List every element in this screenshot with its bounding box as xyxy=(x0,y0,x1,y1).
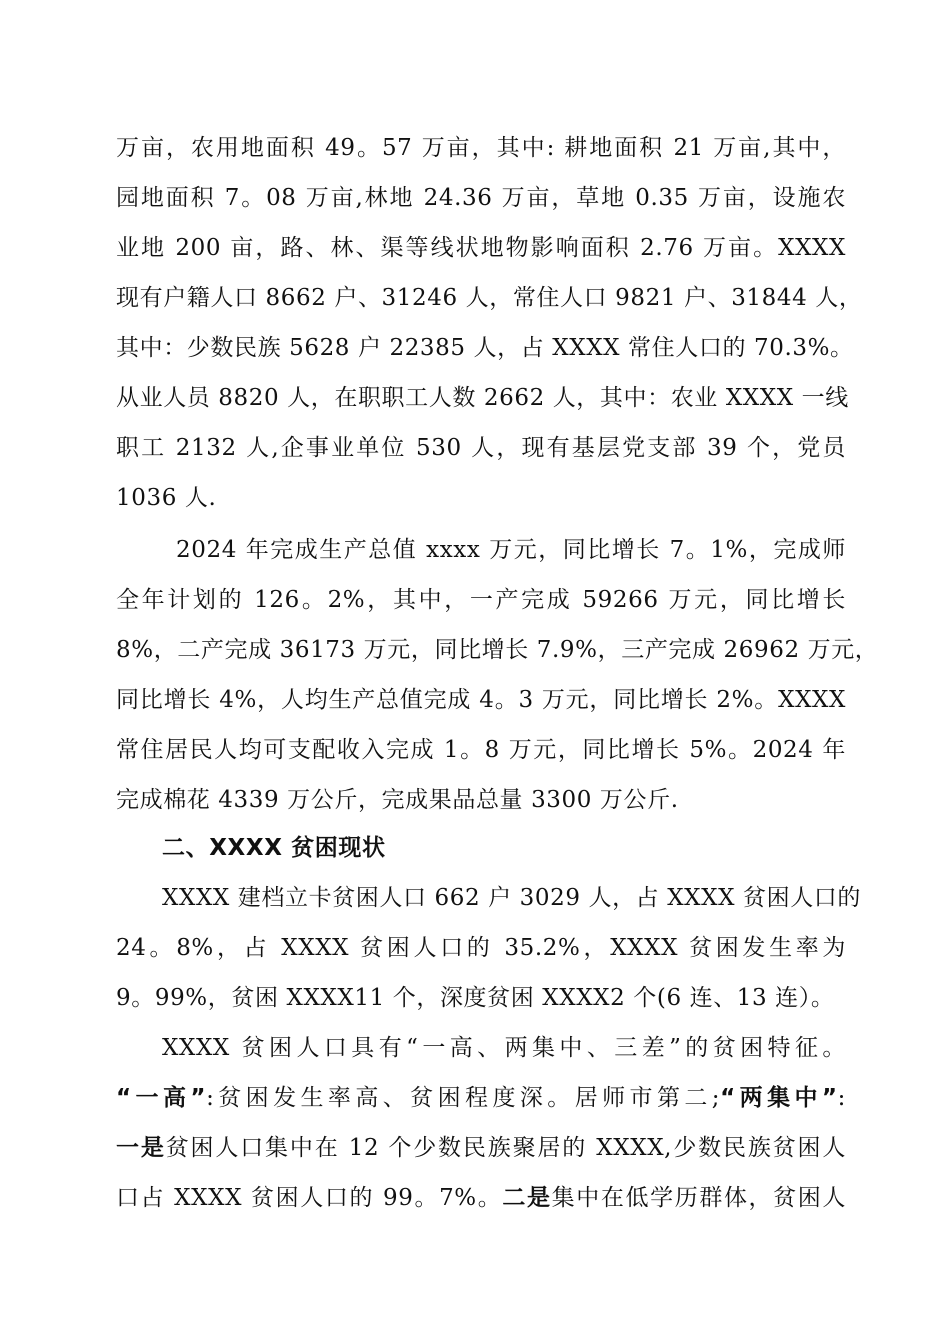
para4-line-3 xyxy=(116,1133,846,1163)
para3-line-1: XXXX 建档立卡贫困人口 662 户 3029 人，占 XXXX 贫困人口的 xyxy=(162,885,862,911)
para2-line-2: 全年计划的 126。2%，其中，一产完成 59266 万元，同比增长 xyxy=(116,587,846,613)
para4-line-3-text: 贫困人口集中在 12 个少数民族聚居的 XXXX,少数民族贫困人 xyxy=(165,1135,846,1161)
section-heading: 二、XXXX 贫困现状 xyxy=(162,835,386,861)
para1-line-6: 从业人员 8820 人，在职职工人数 2662 人，其中：农业 XXXX 一线 xyxy=(116,385,849,411)
para4-line-1: XXXX 贫困人口具有“一高、两集中、三差”的贫困特征。 xyxy=(162,1035,846,1061)
bold-ershi: 二是 xyxy=(502,1185,552,1211)
para1-line-5: 其中：少数民族 5628 户 22385 人，占 XXXX 常住人口的 70.3%。 xyxy=(116,335,854,361)
para1-line-1: 万亩，农用地面积 49。57 万亩，其中: 耕地面积 21 万亩,其中， xyxy=(116,135,846,161)
para4-line-2-text-2: : xyxy=(837,1085,847,1111)
para1-line-2: 园地面积 7。08 万亩,林地 24.36 万亩，草地 0.35 万亩，设施农 xyxy=(116,185,846,211)
para4-line-4-text-1: 口占 XXXX 贫困人口的 99。7%。 xyxy=(116,1185,503,1211)
para2-line-4: 同比增长 4%，人均生产总值完成 4。3 万元，同比增长 2%。XXXX xyxy=(116,687,846,713)
para1-line-3: 业地 200 亩，路、林、渠等线状地物影响面积 2.76 万亩。XXXX xyxy=(116,235,846,261)
para4-line-4-text-2: 集中在低学历群体，贫困人 xyxy=(551,1185,847,1211)
bold-yigao: “一高” xyxy=(116,1085,207,1111)
para3-line-3: 9。99%，贫困 XXXX11 个，深度贫困 XXXX2 个(6 连、13 连）。 xyxy=(116,985,835,1011)
para2-line-1: 2024 年完成生产总值 xxxx 万元，同比增长 7。1%，完成师 xyxy=(176,537,846,563)
bold-yishi: 一是 xyxy=(116,1135,166,1161)
para1-line-7: 职工 2132 人,企事业单位 530 人，现有基层党支部 39 个，党员 xyxy=(116,435,846,461)
para3-line-2: 24。8%，占 XXXX 贫困人口的 35.2%，XXXX 贫困发生率为 xyxy=(116,935,846,961)
para2-line-5: 常住居民人均可支配收入完成 1。8 万元，同比增长 5%。2024 年 xyxy=(116,737,846,763)
para4-line-4 xyxy=(116,1183,846,1213)
para1-line-4: 现有户籍人口 8662 户、31246 人，常住人口 9821 户、31844 人， xyxy=(116,285,863,311)
bold-liangjizhong: “两集中” xyxy=(720,1085,838,1111)
para1-line-8: 1036 人. xyxy=(116,485,217,511)
para4-line-2 xyxy=(116,1083,846,1113)
para2-line-3: 8%，二产完成 36173 万元，同比增长 7.9%，三产完成 26962 万元， xyxy=(116,637,879,663)
para2-line-6: 完成棉花 4339 万公斤，完成果品总量 3300 万公斤. xyxy=(116,787,679,813)
para4-line-2-text-1: :贫困发生率高、贫困程度深。居师市第二; xyxy=(206,1085,721,1111)
